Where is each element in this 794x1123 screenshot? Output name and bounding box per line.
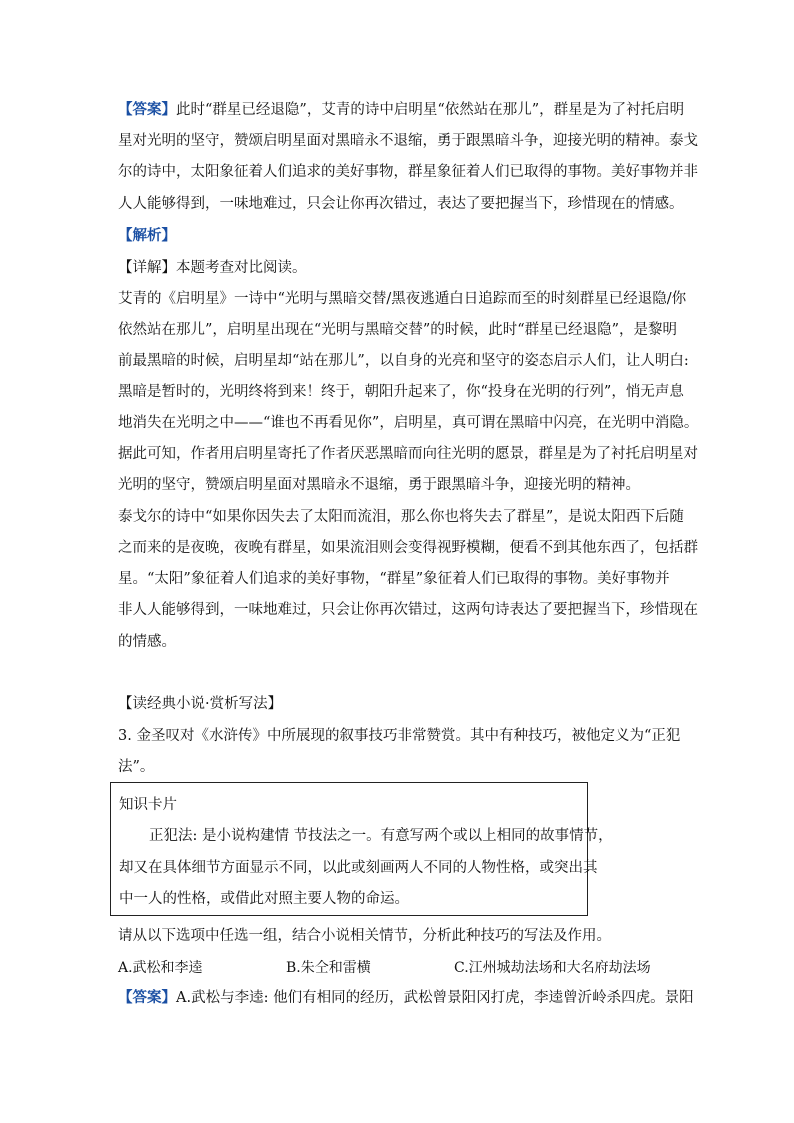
paragraph-line: 艾青的《启明星》一诗中“光明与黑暗交替/黑夜逃遁白日追踪而至的时刻群星已经退隐/你 <box>118 291 687 307</box>
paragraph-line: 依然站在那儿”，启明星出现在“光明与黑暗交替”的时候，此时“群星已经退隐”，是黎明 <box>118 322 678 338</box>
knowledge-card <box>110 782 613 916</box>
answer-tag: 【答案】 <box>118 101 176 118</box>
paragraph-line: 星。“太阳”象征着人们追求的美好事物，“群星”象征着人们已取得的事物。美好事物并 <box>118 571 670 587</box>
paragraph-line: 光明的坚守，赞颂启明星面对黑暗永不退缩，勇于跟黑暗斗争，迎接光明的精神。 <box>118 477 640 493</box>
paragraph-line: 地消失在光明之中——“谁也不再看见你”，启明星，真可谓在黑暗中闪亮，在光明中消隐。 <box>118 415 699 431</box>
answer-line-3: 尔的诗中，太阳象征着人们追求的美好事物，群星象征着人们已取得的事物。美好事物并非 <box>118 164 698 180</box>
paragraph-line: 黑暗是暂时的，光明终将到来！终于，朝阳升起来了，你“投身在光明的行列”，悄无声息 <box>118 384 684 400</box>
instruction-line: 请从以下选项中任选一组，结合小说相关情节，分析此种技巧的写法及作用。 <box>118 928 611 944</box>
card-text-line: 中一人的性格，或借此对照主要人物的命运。 <box>119 891 409 907</box>
card-title: 知识卡片 <box>119 797 177 813</box>
paragraph-line: 之而来的是夜晚，夜晚有群星，如果流泪则会变得视野模糊，便看不到其他东西了，包括群 <box>118 540 698 556</box>
answer-line-4: 人人能够得到，一味地难过，只会让你再次错过，表达了要把握当下，珍惜现在的情感。 <box>118 196 684 212</box>
paragraph-line: 据此可知，作者用启明星寄托了作者厌恶黑暗而向往光明的愿景，群星是为了衬托启明星对 <box>118 446 698 462</box>
detail-line: 【详解】本题考查对比阅读。 <box>118 260 307 276</box>
paragraph-line: 的情感。 <box>118 634 176 650</box>
section-heading: 【读经典小说·赏析写法】 <box>118 696 283 712</box>
answer-line-2: 星对光明的坚守，赞颂启明星面对黑暗永不退缩，勇于跟黑暗斗争，迎接光明的精神。泰戈 <box>118 133 698 149</box>
option-b: B.朱仝和雷横 <box>286 960 371 976</box>
card-text-line: 正犯法: 是小说构建情 节技法之一。有意写两个或以上相同的故事情节， <box>149 828 613 844</box>
paragraph-line: 非人人能够得到，一味地难过，只会让你再次错过，这两句诗表达了要把握当下，珍惜现在 <box>118 602 698 618</box>
paragraph-line: 泰戈尔的诗中“如果你因失去了太阳而流泪，那么你也将失去了群星”，是说太阳西下后随 <box>118 509 684 525</box>
answer-line-1: 【答案】此时“群星已经退隐”，艾青的诗中启明星“依然站在那儿”，群星是为了衬托启明 <box>118 101 685 118</box>
answer2-line: 【答案】A.武松与李逵: 他们有相同的经历，武松曾景阳冈打虎，李逵曾沂岭杀四虎。景阳 <box>118 989 694 1006</box>
analysis-tag: 【解析】 <box>118 227 176 244</box>
option-a: A.武松和李逵 <box>118 960 203 976</box>
question-line-2: 法”。 <box>118 759 155 775</box>
paragraph-line: 前最黑暗的时候，启明星却“站在那儿”，以自身的光亮和坚守的姿态启示人们，让人明白: <box>118 353 689 369</box>
answer-tag: 【答案】 <box>118 989 176 1006</box>
option-c: C.江州城劫法场和大名府劫法场 <box>454 960 651 976</box>
card-text-line: 却又在具体细节方面显示不同，以此或刻画两人不同的人物性格，或突出其 <box>119 860 598 876</box>
question-line-1: 3. 金圣叹对《水浒传》中所展现的叙事技巧非常赞赏。其中有种技巧，被他定义为“正犯 <box>118 728 681 744</box>
